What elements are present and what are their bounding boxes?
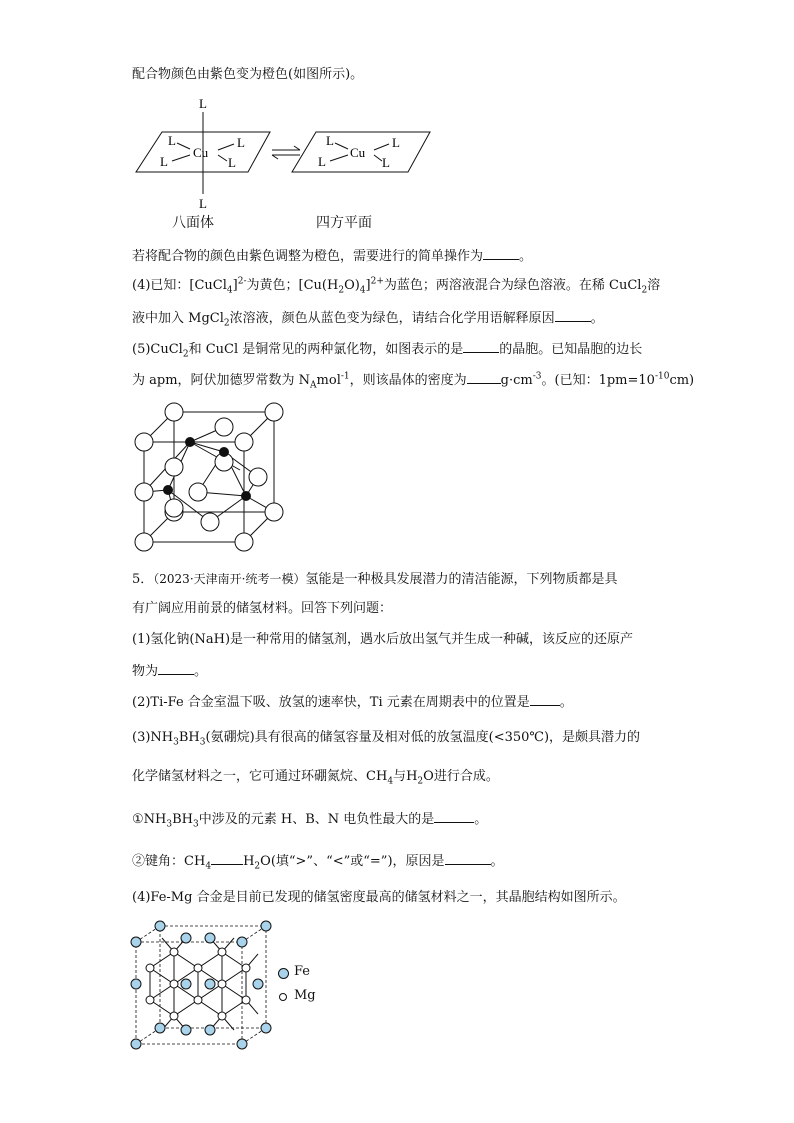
label-octahedral: 八面体: [172, 215, 214, 231]
answer-blank[interactable]: [158, 661, 194, 675]
answer-blank[interactable]: [434, 809, 474, 823]
answer-blank[interactable]: [463, 339, 499, 353]
mg-marker-icon: [279, 993, 287, 1001]
ligand-ul: L: [168, 133, 176, 148]
q5-line2: 有广阔应用前景的储氢材料。回答下列问题：: [132, 601, 393, 616]
legend-fe-label: Fe: [294, 964, 311, 979]
q4-part3-line: 若将配合物的颜色由紫色调整为橙色，需要进行的简单操作为 。: [132, 246, 532, 266]
q5-p1-line2: 物为 。: [132, 661, 207, 681]
svg-text:L: L: [318, 154, 326, 169]
fe-marker-icon: [278, 968, 289, 979]
q4-intro-line: 配合物颜色由紫色变为橙色(如图所示)。: [132, 67, 364, 82]
answer-blank[interactable]: [467, 370, 501, 384]
ligand-ur: L: [237, 135, 245, 150]
q5-line1: 5．（2023·天津南开·统考一模）氢能是一种极具发展潜力的清洁能源，下列物质都是具: [132, 572, 618, 587]
metal-left: Cu: [193, 145, 209, 160]
metal-right: Cu: [350, 145, 366, 160]
q5-p2: (2)Ti-Fe 合金室温下吸、放氢的速率快，Ti 元素在周期表中的位置是 。: [132, 692, 573, 712]
q5-p4: (4)Fe-Mg 合金是目前已发现的储氢密度最高的储氢材料之一，其晶胞结构如图所示。: [132, 890, 626, 905]
ligand-lr: L: [228, 155, 236, 170]
q4-part4-line2: 液中加入 MgCl$_2$浓溶液，颜色从蓝色变为绿色，请结合化学用语解释原因 。: [132, 308, 604, 328]
q5-p3-line1: $(3)NH_3BH_3$(氨硼烷)具有很高的储氢容量及相对低的放氢温度(<350℃)，是颇具潜力的: [132, 730, 641, 748]
ligand-ll: L: [160, 154, 168, 169]
cucl-unit-cell: [130, 400, 290, 552]
q5-sub2: ②键角：$CH_4$ $H_2O$(填“>”、“<”或“=”)，原因是 。: [132, 851, 504, 871]
q5-sub1: $①NH_3BH_3$中涉及的元素 H、B、N 电负性最大的是 。: [132, 809, 487, 829]
svg-text:L: L: [382, 155, 390, 170]
answer-blank[interactable]: [211, 851, 243, 865]
svg-text:L: L: [392, 135, 400, 150]
svg-text:L: L: [326, 133, 334, 148]
label-square-planar: 四方平面: [316, 215, 372, 231]
q4-part5-line2: 为 apm，阿伏加德罗常数为 $N_Amol^{-1}$，则该晶体的密度为 $g\cdot cm^{-3}$。(已知：$1pm=10^{-10}cm$): [132, 371, 695, 391]
answer-blank[interactable]: [530, 692, 560, 706]
answer-blank[interactable]: [483, 246, 519, 260]
ligand-bottom: L: [199, 196, 207, 211]
q5-p1-line1: (1)氢化钠(NaH)是一种常用的储氢剂，遇水后放出氢气并生成一种碱，该反应的还原产: [132, 632, 634, 647]
q4-part4-line1: (4)已知：[CuCl$_4$]$^{2-}$为黄色；$[Cu(H_2O)_4]^{2+}$为蓝色；两溶液混合为绿色溶液。在稀 CuCl$_2$溶: [132, 276, 661, 296]
q5-p3-line2: 化学储氢材料之一，它可通过环硼氮烷、$CH_4$与$H_2O$进行合成。: [132, 769, 499, 787]
answer-blank[interactable]: [555, 308, 591, 322]
femg-unit-cell: [128, 918, 278, 1050]
legend-mg-label: Mg: [294, 988, 316, 1003]
answer-blank[interactable]: [445, 851, 491, 865]
q4-part5-line1: (5)CuCl$_2$和 CuCl 是铜常见的两种氯化物，如图表示的是 的晶胞。已知晶胞的边长: [132, 339, 642, 359]
ligand-top: L: [199, 96, 207, 111]
